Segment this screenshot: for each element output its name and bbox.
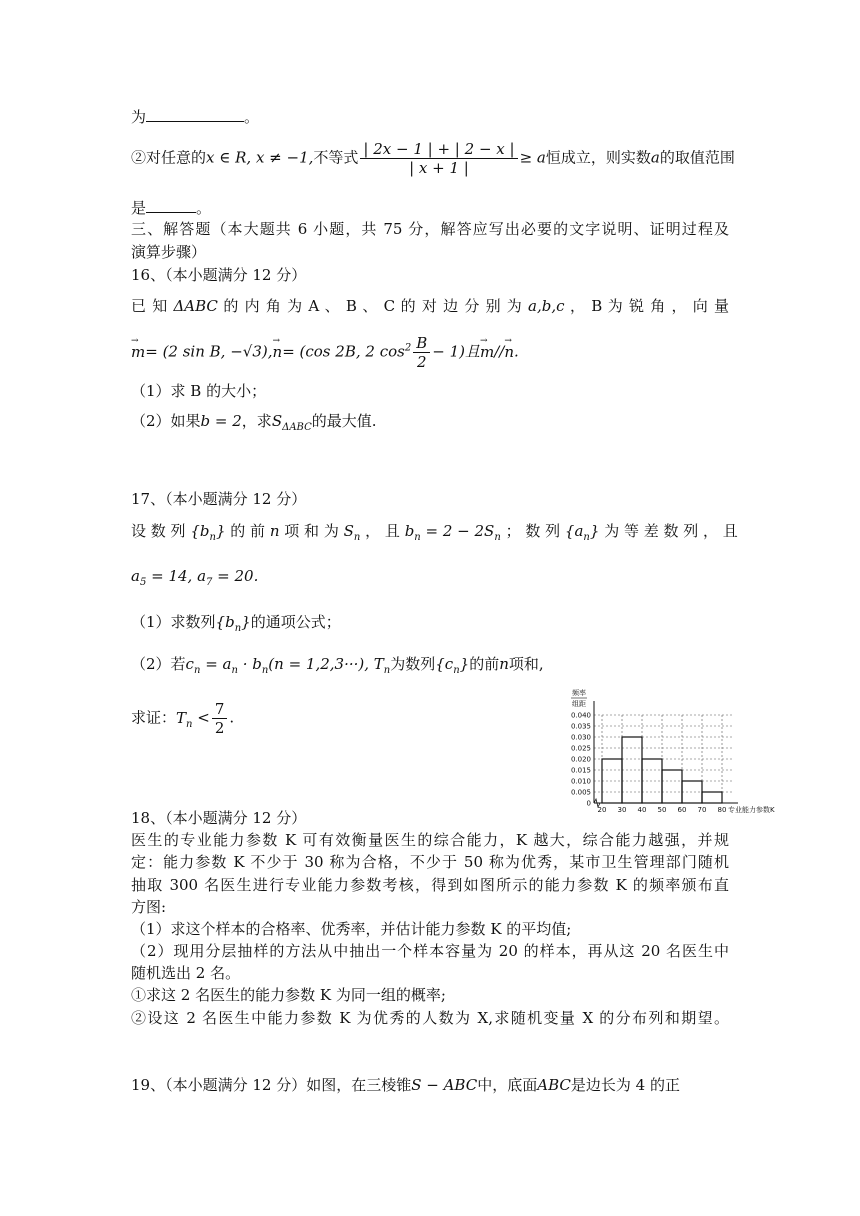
y-tick-label: 0.030 <box>570 733 591 742</box>
x-tick-label: 60 <box>677 806 687 814</box>
x-tick-label: 80 <box>717 806 727 814</box>
q16-m-expr: = (2 sin B, −√3), <box>145 342 273 361</box>
q19-base: ABC <box>537 1076 571 1094</box>
section3-line1: 三、解答题（本大题共 6 小题，共 75 分，解答应写出必要的文字说明、证明过程及 <box>131 220 729 238</box>
q16-part2-d: 的最大值. <box>311 412 377 430</box>
q17-an: {a <box>564 522 584 540</box>
q17-line1-d: ， 且 <box>365 522 400 540</box>
q16-triangle: ΔABC <box>173 297 218 315</box>
x-tick-label: 30 <box>617 806 627 814</box>
q15-line3 <box>131 198 211 218</box>
y-tick-label: 0.035 <box>570 722 591 731</box>
q17-sub2: n <box>231 665 238 676</box>
q17-part2 <box>131 654 544 681</box>
q17-part1 <box>131 612 341 639</box>
q18-line4: 方图: <box>131 898 167 916</box>
y-tick-label: 0.015 <box>570 766 591 775</box>
q16-part2-a: （2）如果 <box>131 412 201 430</box>
y-tick-label: 0.010 <box>570 777 591 786</box>
histogram-bar <box>702 792 722 803</box>
q17-part1-bn: {b <box>215 613 235 631</box>
q17-part1-a: （1）求数列 <box>131 613 216 631</box>
q17-an-sub: n <box>583 532 590 543</box>
q15-condition: x ∈ R, x ≠ −1, <box>206 148 314 167</box>
q17-expr2: = a <box>205 655 232 673</box>
q16-area-sub: ΔABC <box>282 422 312 433</box>
q17-bn-close: } <box>215 522 226 540</box>
q17-cn-sub: n <box>193 665 201 676</box>
q18-header: 18、（本小题满分 12 分） <box>131 809 307 827</box>
q17-line2-mid: = 14, a <box>151 567 207 585</box>
q15-line2-mid: 不等式 <box>313 148 359 167</box>
q16-line1-c: ， B 为 锐 角 ， 向 量 <box>570 297 729 315</box>
q17-line1 <box>131 521 738 548</box>
q17-part2-b: 为数列 <box>390 655 436 673</box>
q17-tn-sub: n <box>186 718 193 730</box>
q16-part2-c: ，求 <box>241 412 272 430</box>
q17-part1-b: 的通项公式； <box>250 613 341 631</box>
q15-line2-prefix: ②对任意的 <box>131 148 207 167</box>
q17-a5-sub: 5 <box>139 577 147 588</box>
q17-an-close: } <box>589 522 600 540</box>
q15-line1-suffix: 。 <box>244 108 260 126</box>
q16-period: . <box>513 342 519 361</box>
x-tick-label: 40 <box>637 806 647 814</box>
histogram-bar <box>662 770 682 803</box>
x-axis-label: 专业能力参数K <box>728 806 775 814</box>
q17-part2-n: n <box>499 655 509 673</box>
q17-expr3: · b <box>242 655 262 673</box>
q15-line3-prefix: 是 <box>131 199 147 217</box>
q17-bn: {b <box>190 522 210 540</box>
q17-sn: S <box>343 522 354 540</box>
q16-sides: a,b,c <box>528 297 565 315</box>
q15-ge: ≥ a <box>519 148 546 167</box>
q17-proof-a: 求证： <box>131 708 177 727</box>
q18-sub1: ①求这 2 名医生的能力参数 K 为同一组的概率; <box>131 986 446 1004</box>
q17-part2-d: 项和, <box>508 655 544 673</box>
section3-line2: 演算步骤） <box>131 243 207 261</box>
q19-end: 是边长为 4 的正 <box>570 1076 680 1094</box>
q17-cn-set: {c <box>435 655 454 673</box>
q17-rel-sub: n <box>414 532 421 543</box>
q16-line1-a: 已 知 <box>131 297 168 315</box>
q17-part2-c: 的前 <box>469 655 500 673</box>
q17-part2-a: （2）若 <box>131 655 186 673</box>
q17-sn-sub: n <box>353 532 361 543</box>
q16-header: 16、（本小题满分 12 分） <box>131 266 307 284</box>
q18-line1: 医生的专业能力参数 K 可有效衡量医生的综合能力，K 越大，综合能力越强，并规 <box>131 831 729 849</box>
q17-proof <box>131 700 234 737</box>
q16-b-eq: b = 2 <box>200 412 242 430</box>
q19-header: 19、（本小题满分 12 分）如图，在三棱锥 <box>131 1076 412 1094</box>
q15-line2-end: 的取值范围 <box>659 148 735 167</box>
q18-part2b: 随机选出 2 名。 <box>131 964 241 982</box>
frequency-histogram <box>552 687 802 815</box>
x-tick-label: 20 <box>597 806 607 814</box>
q17-cn-set-close: } <box>459 655 470 673</box>
q18-line3: 抽取 300 名医生进行专业能力参数考核，得到如图所示的能力参数 K 的频率颁布直 <box>131 876 729 894</box>
q15-var-a: a <box>650 148 660 167</box>
q16-line1 <box>131 296 729 316</box>
q15-line1 <box>131 107 259 127</box>
parallel-symbol: // <box>494 342 505 361</box>
x-tick-label: 70 <box>697 806 707 814</box>
q17-rel-b: b <box>404 522 415 540</box>
q15-frac-num: | 2x − 1 | + | 2 − x | <box>360 140 517 159</box>
x-tick-label: 50 <box>657 806 667 814</box>
q17-rel-expr: = 2 − 2S <box>425 522 495 540</box>
q17-line1-b: 的 前 <box>230 522 266 540</box>
q17-a5: a <box>131 567 140 585</box>
q15-line2-suffix: 恒成立，则实数 <box>545 148 651 167</box>
y-axis-label-bottom: 组距 <box>572 700 586 708</box>
q19-pyramid: S − ABC <box>411 1076 478 1094</box>
q15-frac-den: | x + 1 | <box>409 159 469 177</box>
vector-m-parallel: → m <box>480 342 494 362</box>
q15-fraction <box>360 140 517 177</box>
q17-a7-sub: 7 <box>206 577 213 588</box>
q16-line1-b: 的 内 角 为 A 、 B 、 C 的 对 边 分 别 为 <box>223 297 523 315</box>
q16-area-s: S <box>271 412 283 430</box>
q17-line1-e: ； 数 列 <box>505 522 561 540</box>
q16-frac-den: 2 <box>416 353 427 371</box>
q16-n-sup: 2 <box>404 342 412 354</box>
q16-part2 <box>131 411 377 438</box>
vector-n-parallel: → n <box>504 342 514 362</box>
q17-expr4: (n = 1,2,3···), T <box>268 655 384 673</box>
q17-n: n <box>269 522 280 540</box>
q17-bn-sub: n <box>209 532 216 543</box>
q17-line2-end: = 20. <box>217 567 259 585</box>
q16-vectors <box>131 334 519 371</box>
q17-line1-f: 为 等 差 数 列 ， 且 <box>604 522 738 540</box>
q19-line <box>131 1075 680 1095</box>
y-tick-label: 0.020 <box>570 755 591 764</box>
q16-n-expr-b: − 1)且 <box>432 342 480 361</box>
answer-blank <box>146 198 196 213</box>
q17-frac-den: 2 <box>214 719 225 737</box>
q15-line1-prefix: 为 <box>131 108 147 126</box>
q17-rel-sub2: n <box>494 532 501 543</box>
q18-part2a: （2）现用分层抽样的方法从中抽出一个样本容量为 20 的样本，再从这 20 名医生中 <box>131 942 729 960</box>
q16-b-half <box>413 334 430 371</box>
y-tick-label: 0.005 <box>570 788 591 797</box>
q16-n-expr-a: = (cos 2B, 2 cos <box>282 342 405 361</box>
q17-line2 <box>131 566 258 593</box>
q17-sub3: n <box>261 665 269 676</box>
y-tick-label: 0 <box>586 799 591 808</box>
vector-m: → m <box>131 342 145 362</box>
y-axis-label-top: 频率 <box>572 689 586 697</box>
y-tick-label: 0.025 <box>570 744 591 753</box>
q17-sub4: n <box>383 665 391 676</box>
answer-blank <box>146 107 244 122</box>
q17-seven-halves <box>212 700 228 737</box>
q17-tn: T <box>176 708 187 727</box>
q18-sub2: ②设这 2 名医生中能力参数 K 为优秀的人数为 X,求随机变量 X 的分布列和期望。 <box>131 1009 729 1027</box>
q17-header: 17、（本小题满分 12 分） <box>131 490 307 508</box>
q16-frac-num: B <box>413 334 430 353</box>
q17-proof-end: . <box>229 708 235 727</box>
q15-line3-suffix: 。 <box>196 199 212 217</box>
q17-part1-bn-close: } <box>241 613 251 631</box>
vector-n: → n <box>273 342 283 362</box>
q16-part1: （1）求 B 的大小； <box>131 382 267 400</box>
q17-line1-c: 项 和 为 <box>284 522 339 540</box>
y-tick-label: 0.040 <box>570 711 591 720</box>
q17-cn-set-sub: n <box>453 665 460 676</box>
q17-cn: c <box>185 655 194 673</box>
q17-lt: < <box>197 708 210 727</box>
q18-part1: （1）求这个样本的合格率、优秀率，并估计能力参数 K 的平均值; <box>131 920 572 938</box>
q19-mid: 中，底面 <box>477 1076 538 1094</box>
q15-line2 <box>131 140 735 177</box>
q17-frac-num: 7 <box>212 700 228 719</box>
q17-line1-a: 设 数 列 <box>131 522 186 540</box>
q18-line2: 定：能力参数 K 不少于 30 称为合格，不少于 50 称为优秀，某市卫生管理部门随机 <box>131 853 729 871</box>
q17-part1-bn-sub: n <box>234 623 242 634</box>
